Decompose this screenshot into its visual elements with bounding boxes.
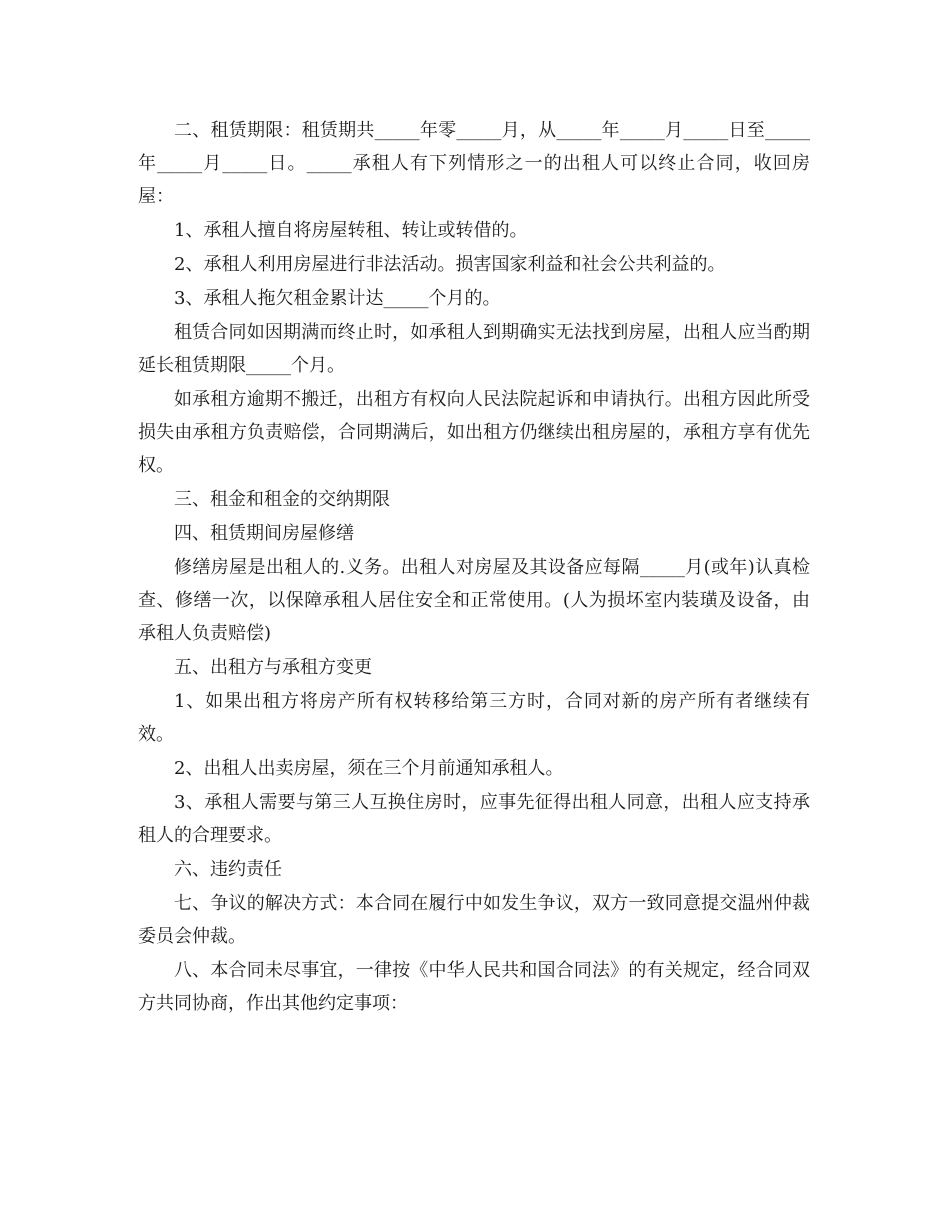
contract-body [138,114,810,1021]
clause-other-matters: 八、本合同未尽事宜，一律按《中华人民共和国合同法》的有关规定，经合同双方共同协商，作出其他约定事项： [138,960,810,1014]
clause-rent-payment-heading: 三、租金和租金的交纳期限 [174,489,390,510]
party-change-item-2: 2、出租人出卖房屋，须在三个月前通知承租人。 [174,758,564,779]
party-change-item-3: 3、承租人需要与第三人互换住房时，应事先征得出租人同意，出租人应支持承租人的合理要求。 [138,792,810,846]
party-change-item-1: 1、如果出租方将房产所有权转移给第三方时，合同对新的房产所有者继续有效。 [138,691,810,745]
clause-breach-heading: 六、违约责任 [174,859,282,880]
clause-party-change-heading: 五、出租方与承租方变更 [174,657,372,678]
overdue-vacate-paragraph: 如承租方逾期不搬迁，出租方有权向人民法院起诉和申请执行。出租方因此所受损失由承租方负责赔偿，合同期满后，如出租方仍继续出租房屋的，承租方享有优先权。 [138,389,810,476]
termination-item-1: 1、承租人擅自将房屋转租、转让或转借的。 [174,220,528,241]
termination-item-2: 2、承租人利用房屋进行非法活动。损害国家利益和社会公共利益的。 [174,254,726,275]
lease-expiry-paragraph: 租赁合同如因期满而终止时，如承租人到期确实无法找到房屋，出租人应当酌期延长租赁期限_____个月。 [138,322,810,376]
termination-item-3: 3、承租人拖欠租金累计达_____个月的。 [174,288,501,309]
repair-paragraph: 修缮房屋是出租人的.义务。出租人对房屋及其设备应每隔_____月(或年)认真检查、修缮一次，以保障承租人居住安全和正常使用。(人为损坏室内装璜及设备，由承租人负责赔偿) [138,557,810,644]
clause-dispute-resolution: 七、争议的解决方式：本合同在履行中如发生争议，双方一致同意提交温州仲裁委员会仲裁。 [138,893,810,947]
clause-repair-heading: 四、租赁期间房屋修缮 [174,523,354,544]
clause-lease-term: 二、租赁期限：租赁期共_____年零_____月，从_____年_____月_____日至_____年_____月_____日。_____承租人有下列情形之一的出租人可以终止合同，收回房屋： [138,120,810,207]
